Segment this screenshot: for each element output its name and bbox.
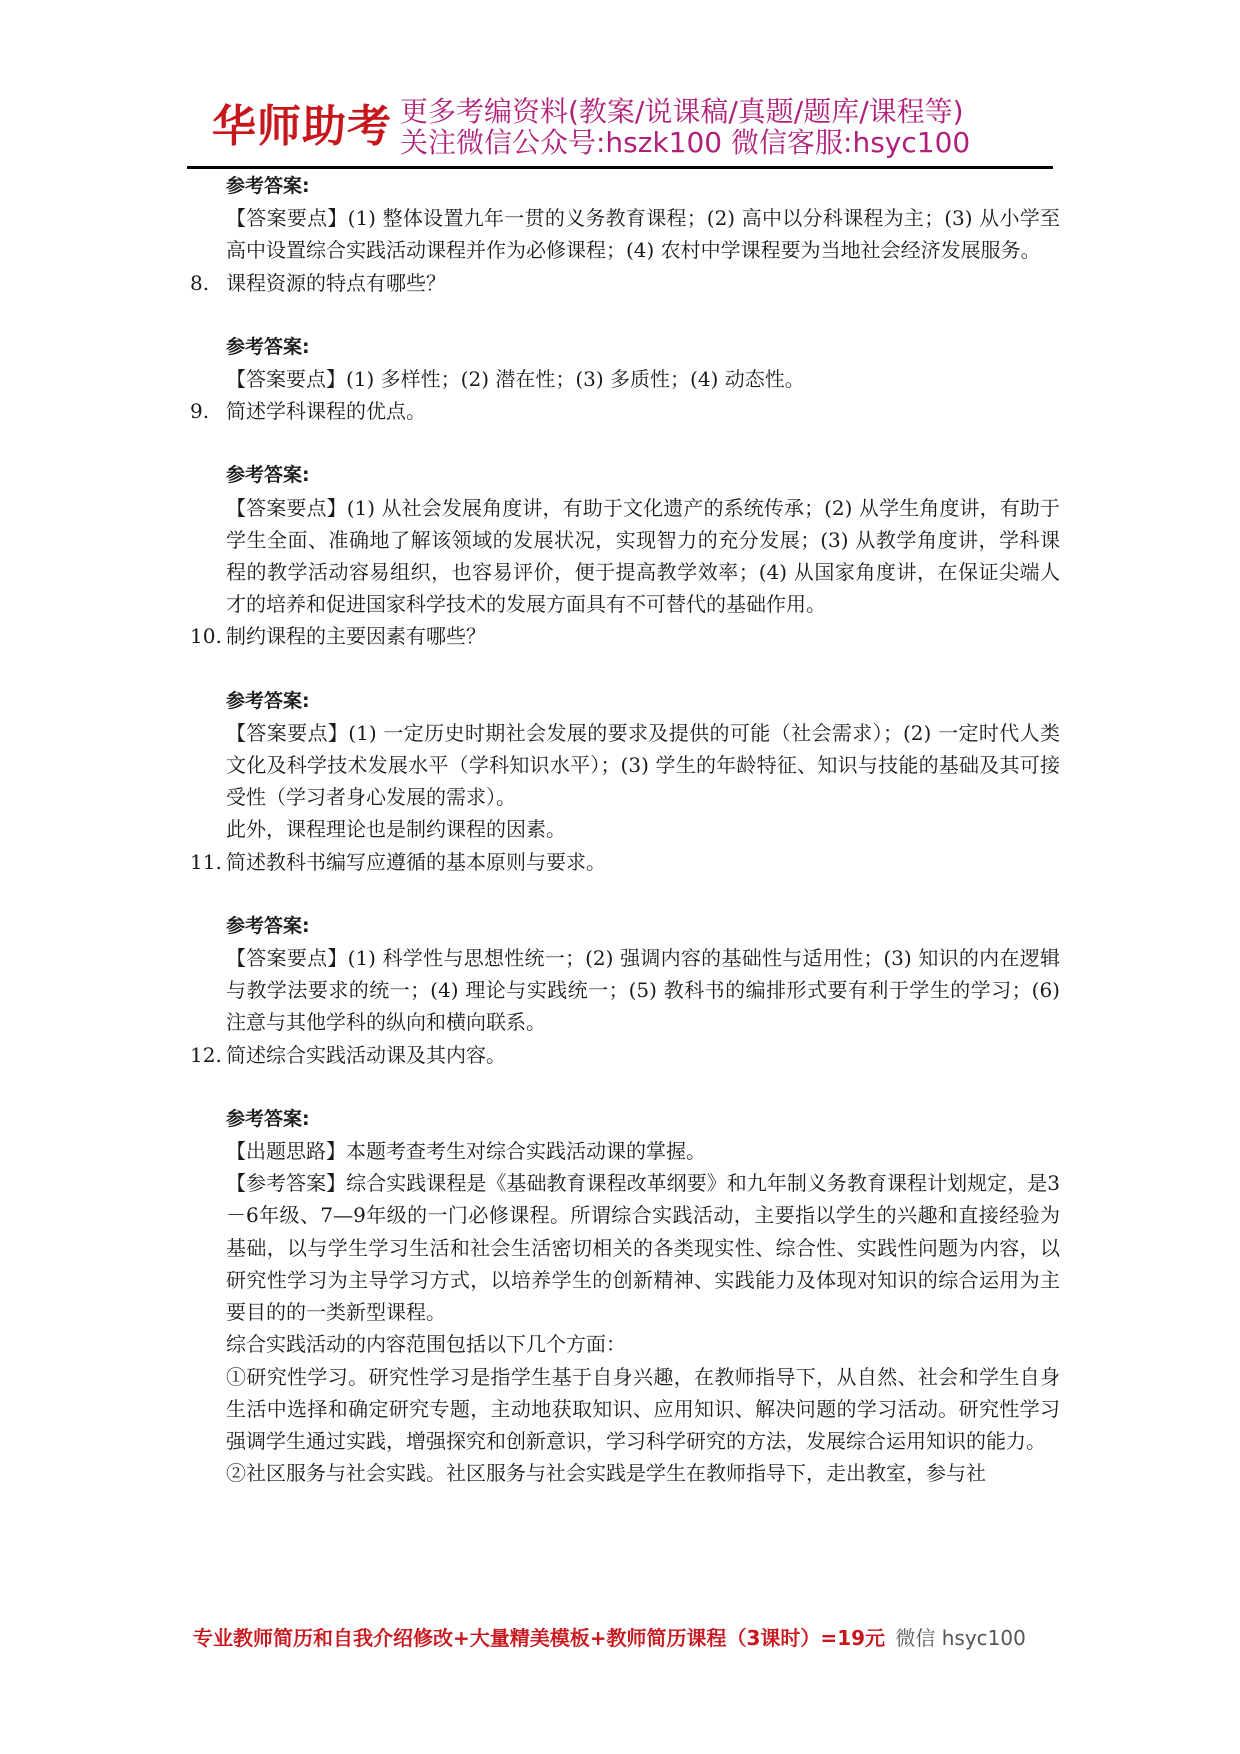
question-number: 10.	[190, 624, 222, 649]
answer-text: 【答案要点】(1) 整体设置九年一贯的义务教育课程；(2) 高中以分科课程为主；(3) 从小学至高中设置综合实践活动课程并作为必修课程；(4) 农村中学课程要为当地社会经济发展服务。	[226, 206, 1060, 263]
question-text: 简述学科课程的优点。	[226, 399, 426, 424]
question-number: 8.	[190, 270, 210, 295]
watermark-banner	[212, 96, 970, 158]
answer-text: 【出题思路】本题考查考生对综合实践活动课的掌握。	[226, 1139, 706, 1164]
answer-text: 【参考答案】综合实践课程是《基础教育课程改革纲要》和九年制义务教育课程计划规定，是3－6年级、7—9年级的一门必修课程。所谓综合实践活动，主要指以学生的兴趣和直接经验为基础，以与学生学习生活和社会生活密切相关的各类现实性、综合性、实践性问题为内容，以研究性学习为主导学习方式，以培养学生的创新精神、实践能力及体现对知识的综合运用为主要目的的一类新型课程。	[226, 1171, 1060, 1325]
contact-text: 微信 hsyc100	[895, 1626, 1026, 1650]
question-text: 简述教科书编写应遵循的基本原则与要求。	[226, 849, 606, 874]
question-number: 9.	[190, 399, 210, 424]
question-number: 12.	[190, 1042, 222, 1067]
document-body	[190, 170, 1060, 1489]
answer-label: 参考答案:	[226, 464, 310, 487]
answer-label: 参考答案:	[226, 1107, 310, 1130]
question-item	[190, 395, 1060, 427]
answer-label: 参考答案:	[226, 335, 310, 358]
answer-label: 参考答案:	[226, 689, 310, 712]
banner-tagline	[400, 96, 970, 158]
answer-label: 参考答案:	[226, 914, 310, 937]
answer-text: 综合实践活动的内容范围包括以下几个方面：	[226, 1332, 626, 1357]
question-item	[190, 846, 1060, 878]
promo-text: 专业教师简历和自我介绍修改+大量精美模板+教师简历课程（3课时）=19元	[193, 1626, 886, 1650]
answer-text: 此外，课程理论也是制约课程的因素。	[226, 817, 566, 842]
tagline-line-1: 更多考编资料(教案/说课稿/真题/题库/课程等)	[400, 95, 964, 128]
answer-text: ②社区服务与社会实践。社区服务与社会实践是学生在教师指导下，走出教室，参与社	[226, 1461, 986, 1486]
brand-logo: 华师助考	[212, 101, 392, 152]
footer-promo	[193, 1622, 1026, 1651]
header-divider	[187, 166, 1053, 169]
answer-text: 【答案要点】(1) 从社会发展角度讲，有助于文化遗产的系统传承；(2) 从学生角度讲，有助于学生全面、准确地了解该领域的发展状况，实现智力的充分发展；(3) 从教学角度讲，学科课程的教学活动容易组织，也容易评价，便于提高教学效率；(4) 从国家角度讲，在保证尖端人才的培养和促进国家科学技术的发展方面具有不可替代的基础作用。	[226, 495, 1060, 617]
answer-text: 【答案要点】(1) 科学性与思想性统一；(2) 强调内容的基础性与适用性；(3) 知识的内在逻辑与教学法要求的统一；(4) 理论与实践统一；(5) 教科书的编排形式要有利于学生的学习；(6) 注意与其他学科的纵向和横向联系。	[226, 946, 1060, 1035]
answer-label: 参考答案:	[226, 175, 310, 197]
question-text: 简述综合实践活动课及其内容。	[226, 1042, 506, 1067]
question-item	[190, 267, 1060, 299]
question-number: 11.	[190, 849, 222, 874]
answer-text: 【答案要点】(1) 多样性；(2) 潜在性；(3) 多质性；(4) 动态性。	[226, 367, 805, 392]
answer-text: 【答案要点】(1) 一定历史时期社会发展的要求及提供的可能（社会需求）；(2) 一定时代人类文化及科学技术发展水平（学科知识水平）；(3) 学生的年龄特征、知识与技能的基础及其可接受性（学习者身心发展的需求）。	[226, 720, 1060, 810]
answer-text: ①研究性学习。研究性学习是指学生基于自身兴趣，在教师指导下，从自然、社会和学生自身生活中选择和确定研究专题，主动地获取知识、应用知识、解决问题的学习活动。研究性学习强调学生通过实践，增强探究和创新意识，学习科学研究的方法，发展综合运用知识的能力。	[226, 1364, 1060, 1453]
question-item	[190, 620, 1060, 652]
tagline-line-2: 关注微信公众号:hszk100 微信客服:hsyc100	[400, 126, 971, 159]
question-text: 课程资源的特点有哪些？	[226, 270, 446, 295]
question-text: 制约课程的主要因素有哪些？	[226, 624, 486, 649]
question-item	[190, 1039, 1060, 1071]
